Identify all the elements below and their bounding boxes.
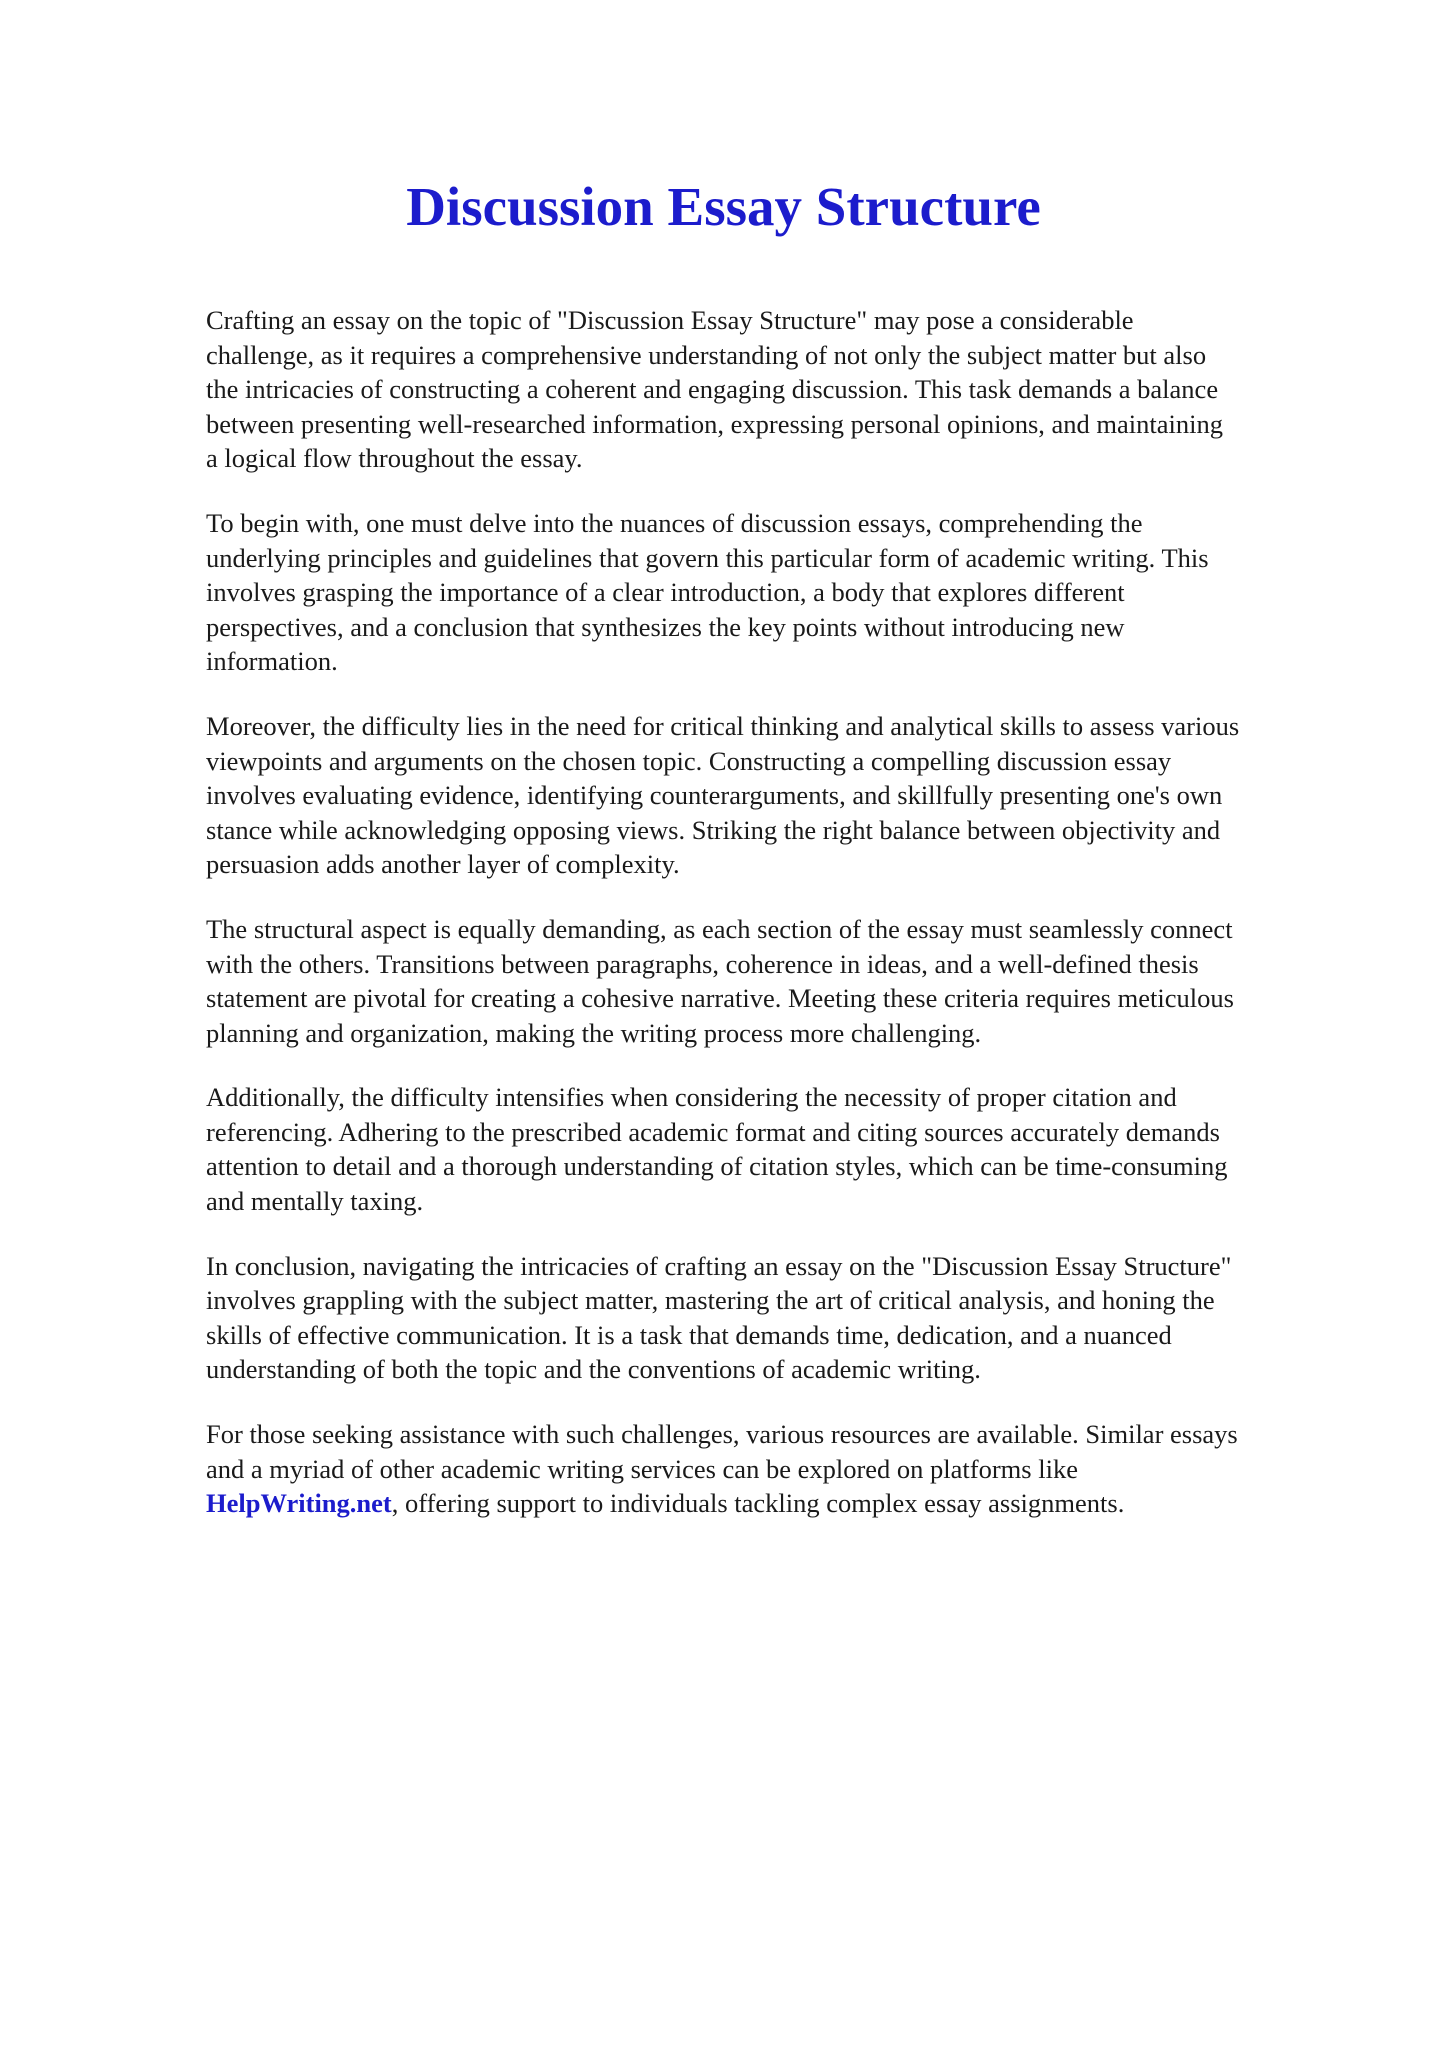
paragraph-3 (206, 709, 1356, 882)
paragraph-line: understanding of both the topic and the conventions of academic writing. (206, 1354, 981, 1385)
paragraph-6 (206, 1249, 1356, 1387)
paragraph-line: skills of effective communication. It is a task that demands time, dedication, and a nuanced (206, 1319, 1172, 1350)
paragraph-line: viewpoints and arguments on the chosen topic. Constructing a compelling discussion essay (206, 745, 1172, 776)
paragraph-line: attention to detail and a thorough understanding of citation styles, which can be time-consuming (206, 1151, 1228, 1182)
paragraph-line: with the others. Transitions between paragraphs, coherence in ideas, and a well-defined thesis (206, 948, 1199, 979)
paragraph-4 (206, 912, 1356, 1050)
paragraph-2 (206, 506, 1356, 679)
paragraph-line: underlying principles and guidelines that govern this particular form of academic writing. This (206, 542, 1209, 573)
paragraph-line: information. (206, 646, 338, 677)
paragraph-line: challenge, as it requires a comprehensive understanding of not only the subject matter but also (206, 339, 1207, 370)
paragraph-line: and a myriad of other academic writing services can be explored on platforms like (206, 1453, 1078, 1484)
paragraph-1 (206, 303, 1356, 476)
paragraph-line: a logical flow throughout the essay. (206, 443, 583, 474)
paragraph-line: Moreover, the difficulty lies in the need for critical thinking and analytical skills to assess various (206, 710, 1240, 741)
paragraph-line: the intricacies of constructing a coherent and engaging discussion. This task demands a balance (206, 374, 1219, 405)
paragraph-line: To begin with, one must delve into the nuances of discussion essays, comprehending the (206, 507, 1143, 538)
paragraph-line: persuasion adds another layer of complexity. (206, 849, 680, 880)
essay-body (206, 303, 1356, 1551)
final-line-text: , offering support to individuals tackling complex essay assignments. (391, 1488, 1125, 1519)
paragraph-final-line (206, 1486, 1356, 1521)
paragraph-line: referencing. Adhering to the prescribed academic format and citing sources accurately demands (206, 1116, 1220, 1147)
paragraph-line: involves evaluating evidence, identifying counterarguments, and skillfully presenting one's own (206, 780, 1223, 811)
paragraph-line: Additionally, the difficulty intensifies when considering the necessity of proper citation and (206, 1082, 1177, 1113)
paragraph-7 (206, 1417, 1356, 1521)
paragraph-line: The structural aspect is equally demanding, as each section of the essay must seamlessly connect (206, 913, 1233, 944)
paragraph-line: involves grappling with the subject matter, mastering the art of critical analysis, and honing the (206, 1285, 1215, 1316)
paragraph-line: perspectives, and a conclusion that synthesizes the key points without introducing new (206, 611, 1125, 642)
helpwriting-link[interactable]: HelpWriting.net (206, 1488, 392, 1519)
paragraph-line: and mentally taxing. (206, 1186, 424, 1217)
paragraph-line: planning and organization, making the writing process more challenging. (206, 1017, 982, 1048)
paragraph-5 (206, 1080, 1356, 1218)
paragraph-line: Crafting an essay on the topic of "Discussion Essay Structure" may pose a considerable (206, 305, 1134, 335)
paragraph-line: between presenting well-researched information, expressing personal opinions, and maintaining (206, 408, 1224, 439)
paragraph-line: In conclusion, navigating the intricacies of crafting an essay on the "Discussion Essay Structure" (206, 1250, 1232, 1281)
page-title: Discussion Essay Structure (406, 176, 1041, 237)
paragraph-line: statement are pivotal for creating a cohesive narrative. Meeting these criteria requires meticulous (206, 983, 1234, 1014)
paragraph-line: involves grasping the importance of a clear introduction, a body that explores different (206, 577, 1125, 608)
paragraph-line: stance while acknowledging opposing views. Striking the right balance between objectivity and (206, 814, 1221, 845)
paragraph-line: For those seeking assistance with such challenges, various resources are available. Similar essays (206, 1419, 1238, 1450)
